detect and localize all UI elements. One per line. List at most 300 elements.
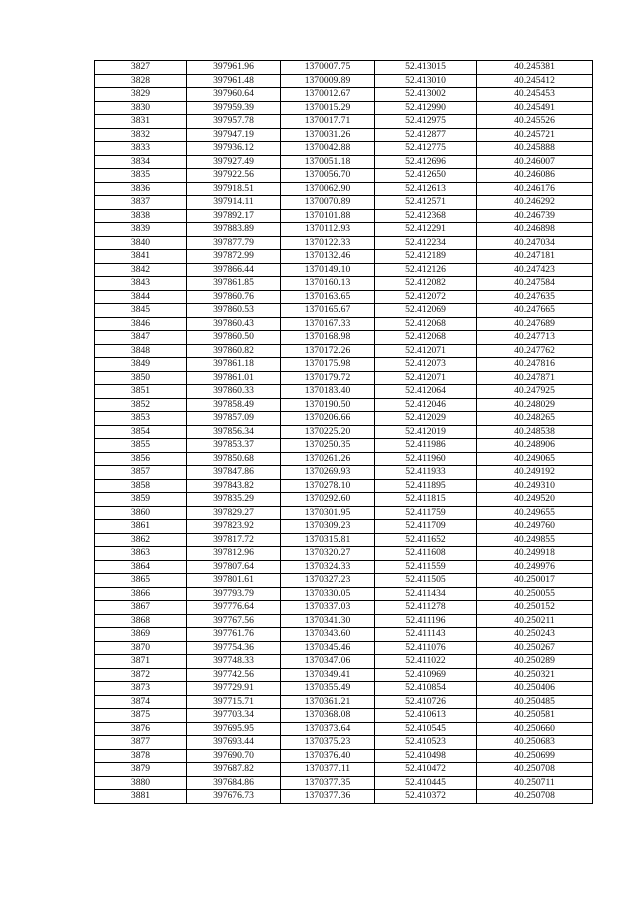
latitude-cell: 52.412068 [375,331,477,345]
latitude-cell: 52.411895 [375,479,477,493]
table-row [95,425,593,439]
table-row [95,250,593,264]
table-row [95,263,593,277]
x-coordinate-cell: 397742.56 [187,668,281,682]
longitude-cell: 40.247816 [477,358,593,372]
y-coordinate-cell: 1370292.60 [281,493,375,507]
y-coordinate-cell: 1370261.26 [281,452,375,466]
longitude-cell: 40.250267 [477,641,593,655]
point-number-cell: 3829 [95,88,187,102]
table-row [95,304,593,318]
table-row [95,155,593,169]
latitude-cell: 52.410498 [375,749,477,763]
point-number-cell: 3835 [95,169,187,183]
latitude-cell: 52.410726 [375,695,477,709]
table-row [95,601,593,615]
longitude-cell: 40.248538 [477,425,593,439]
longitude-cell: 40.250683 [477,736,593,750]
table-row [95,317,593,331]
table-row [95,628,593,642]
latitude-cell: 52.412082 [375,277,477,291]
point-number-cell: 3876 [95,722,187,736]
longitude-cell: 40.245453 [477,88,593,102]
y-coordinate-cell: 1370355.49 [281,682,375,696]
longitude-cell: 40.245526 [477,115,593,129]
y-coordinate-cell: 1370320.27 [281,547,375,561]
longitude-cell: 40.245381 [477,61,593,75]
table-row [95,182,593,196]
y-coordinate-cell: 1370349.41 [281,668,375,682]
latitude-cell: 52.410545 [375,722,477,736]
point-number-cell: 3827 [95,61,187,75]
latitude-cell: 52.411278 [375,601,477,615]
table-row [95,101,593,115]
longitude-cell: 40.247181 [477,250,593,264]
longitude-cell: 40.245888 [477,142,593,156]
x-coordinate-cell: 397715.71 [187,695,281,709]
longitude-cell: 40.246739 [477,209,593,223]
latitude-cell: 52.413002 [375,88,477,102]
x-coordinate-cell: 397767.56 [187,614,281,628]
point-number-cell: 3839 [95,223,187,237]
y-coordinate-cell: 1370009.89 [281,74,375,88]
x-coordinate-cell: 397695.95 [187,722,281,736]
y-coordinate-cell: 1370101.88 [281,209,375,223]
longitude-cell: 40.249760 [477,520,593,534]
table-row [95,574,593,588]
table-row [95,668,593,682]
y-coordinate-cell: 1370015.29 [281,101,375,115]
table-row [95,74,593,88]
latitude-cell: 52.413010 [375,74,477,88]
y-coordinate-cell: 1370309.23 [281,520,375,534]
point-number-cell: 3855 [95,439,187,453]
x-coordinate-cell: 397761.76 [187,628,281,642]
longitude-cell: 40.250017 [477,574,593,588]
x-coordinate-cell: 397914.11 [187,196,281,210]
longitude-cell: 40.247584 [477,277,593,291]
y-coordinate-cell: 1370347.06 [281,655,375,669]
longitude-cell: 40.246898 [477,223,593,237]
point-number-cell: 3871 [95,655,187,669]
x-coordinate-cell: 397684.86 [187,776,281,790]
point-number-cell: 3874 [95,695,187,709]
latitude-cell: 52.412189 [375,250,477,264]
latitude-cell: 52.410523 [375,736,477,750]
latitude-cell: 52.411709 [375,520,477,534]
point-number-cell: 3852 [95,398,187,412]
y-coordinate-cell: 1370250.35 [281,439,375,453]
point-number-cell: 3837 [95,196,187,210]
y-coordinate-cell: 1370183.40 [281,385,375,399]
y-coordinate-cell: 1370172.26 [281,344,375,358]
x-coordinate-cell: 397857.09 [187,412,281,426]
x-coordinate-cell: 397801.61 [187,574,281,588]
latitude-cell: 52.412068 [375,317,477,331]
longitude-cell: 40.248029 [477,398,593,412]
longitude-cell: 40.250660 [477,722,593,736]
longitude-cell: 40.245721 [477,128,593,142]
x-coordinate-cell: 397829.27 [187,506,281,520]
latitude-cell: 52.412775 [375,142,477,156]
table-row [95,547,593,561]
point-number-cell: 3859 [95,493,187,507]
latitude-cell: 52.412613 [375,182,477,196]
x-coordinate-cell: 397872.99 [187,250,281,264]
longitude-cell: 40.247713 [477,331,593,345]
longitude-cell: 40.245412 [477,74,593,88]
latitude-cell: 52.410472 [375,763,477,777]
table-row [95,520,593,534]
y-coordinate-cell: 1370168.98 [281,331,375,345]
table-row [95,452,593,466]
table-row [95,533,593,547]
table-row [95,479,593,493]
longitude-cell: 40.246292 [477,196,593,210]
latitude-cell: 52.412069 [375,304,477,318]
table-row [95,614,593,628]
x-coordinate-cell: 397959.39 [187,101,281,115]
x-coordinate-cell: 397812.96 [187,547,281,561]
y-coordinate-cell: 1370132.46 [281,250,375,264]
latitude-cell: 52.411559 [375,560,477,574]
point-number-cell: 3856 [95,452,187,466]
latitude-cell: 52.411933 [375,466,477,480]
point-number-cell: 3830 [95,101,187,115]
y-coordinate-cell: 1370375.23 [281,736,375,750]
longitude-cell: 40.250406 [477,682,593,696]
x-coordinate-cell: 397776.64 [187,601,281,615]
y-coordinate-cell: 1370163.65 [281,290,375,304]
point-number-cell: 3842 [95,263,187,277]
point-number-cell: 3836 [95,182,187,196]
latitude-cell: 52.412234 [375,236,477,250]
longitude-cell: 40.249655 [477,506,593,520]
table-row [95,682,593,696]
y-coordinate-cell: 1370377.35 [281,776,375,790]
point-number-cell: 3858 [95,479,187,493]
point-number-cell: 3832 [95,128,187,142]
table-row [95,560,593,574]
point-number-cell: 3854 [95,425,187,439]
latitude-cell: 52.412571 [375,196,477,210]
y-coordinate-cell: 1370051.18 [281,155,375,169]
longitude-cell: 40.250699 [477,749,593,763]
latitude-cell: 52.411143 [375,628,477,642]
latitude-cell: 52.410854 [375,682,477,696]
table-row [95,61,593,75]
x-coordinate-cell: 397860.53 [187,304,281,318]
table-row [95,142,593,156]
y-coordinate-cell: 1370190.50 [281,398,375,412]
table-row [95,169,593,183]
table-row [95,398,593,412]
y-coordinate-cell: 1370007.75 [281,61,375,75]
latitude-cell: 52.412019 [375,425,477,439]
y-coordinate-cell: 1370343.60 [281,628,375,642]
x-coordinate-cell: 397922.56 [187,169,281,183]
point-number-cell: 3845 [95,304,187,318]
point-number-cell: 3873 [95,682,187,696]
y-coordinate-cell: 1370269.93 [281,466,375,480]
table-row [95,236,593,250]
latitude-cell: 52.412291 [375,223,477,237]
y-coordinate-cell: 1370042.88 [281,142,375,156]
point-number-cell: 3866 [95,587,187,601]
table-row [95,493,593,507]
table-row [95,223,593,237]
y-coordinate-cell: 1370377.36 [281,790,375,804]
latitude-cell: 52.412071 [375,344,477,358]
point-number-cell: 3850 [95,371,187,385]
x-coordinate-cell: 397807.64 [187,560,281,574]
table-row [95,88,593,102]
point-number-cell: 3877 [95,736,187,750]
point-number-cell: 3864 [95,560,187,574]
x-coordinate-cell: 397690.70 [187,749,281,763]
y-coordinate-cell: 1370225.20 [281,425,375,439]
x-coordinate-cell: 397860.82 [187,344,281,358]
x-coordinate-cell: 397892.17 [187,209,281,223]
longitude-cell: 40.250152 [477,601,593,615]
latitude-cell: 52.411986 [375,439,477,453]
y-coordinate-cell: 1370165.67 [281,304,375,318]
x-coordinate-cell: 397693.44 [187,736,281,750]
table-row [95,722,593,736]
y-coordinate-cell: 1370056.70 [281,169,375,183]
longitude-cell: 40.247665 [477,304,593,318]
table-row [95,277,593,291]
x-coordinate-cell: 397918.51 [187,182,281,196]
longitude-cell: 40.249065 [477,452,593,466]
longitude-cell: 40.247762 [477,344,593,358]
table-row [95,290,593,304]
x-coordinate-cell: 397850.68 [187,452,281,466]
latitude-cell: 52.412073 [375,358,477,372]
y-coordinate-cell: 1370017.71 [281,115,375,129]
x-coordinate-cell: 397835.29 [187,493,281,507]
longitude-cell: 40.246176 [477,182,593,196]
x-coordinate-cell: 397927.49 [187,155,281,169]
x-coordinate-cell: 397754.36 [187,641,281,655]
latitude-cell: 52.412990 [375,101,477,115]
y-coordinate-cell: 1370345.46 [281,641,375,655]
longitude-cell: 40.250485 [477,695,593,709]
latitude-cell: 52.413015 [375,61,477,75]
y-coordinate-cell: 1370376.40 [281,749,375,763]
longitude-cell: 40.250708 [477,763,593,777]
x-coordinate-cell: 397729.91 [187,682,281,696]
y-coordinate-cell: 1370377.11 [281,763,375,777]
longitude-cell: 40.247635 [477,290,593,304]
point-number-cell: 3849 [95,358,187,372]
y-coordinate-cell: 1370179.72 [281,371,375,385]
latitude-cell: 52.412071 [375,371,477,385]
longitude-cell: 40.248265 [477,412,593,426]
x-coordinate-cell: 397883.89 [187,223,281,237]
latitude-cell: 52.411815 [375,493,477,507]
latitude-cell: 52.412064 [375,385,477,399]
longitude-cell: 40.249520 [477,493,593,507]
longitude-cell: 40.248906 [477,439,593,453]
point-number-cell: 3872 [95,668,187,682]
table-row [95,358,593,372]
table-row [95,115,593,129]
x-coordinate-cell: 397860.33 [187,385,281,399]
y-coordinate-cell: 1370167.33 [281,317,375,331]
table-row [95,128,593,142]
latitude-cell: 52.412696 [375,155,477,169]
x-coordinate-cell: 397860.43 [187,317,281,331]
table-row [95,776,593,790]
point-number-cell: 3869 [95,628,187,642]
x-coordinate-cell: 397856.34 [187,425,281,439]
x-coordinate-cell: 397858.49 [187,398,281,412]
longitude-cell: 40.246086 [477,169,593,183]
x-coordinate-cell: 397843.82 [187,479,281,493]
x-coordinate-cell: 397823.92 [187,520,281,534]
x-coordinate-cell: 397847.86 [187,466,281,480]
y-coordinate-cell: 1370315.81 [281,533,375,547]
point-number-cell: 3828 [95,74,187,88]
x-coordinate-cell: 397687.82 [187,763,281,777]
table-row [95,371,593,385]
longitude-cell: 40.249976 [477,560,593,574]
y-coordinate-cell: 1370324.33 [281,560,375,574]
longitude-cell: 40.249192 [477,466,593,480]
table-row [95,736,593,750]
x-coordinate-cell: 397860.76 [187,290,281,304]
y-coordinate-cell: 1370012.67 [281,88,375,102]
latitude-cell: 52.411022 [375,655,477,669]
x-coordinate-cell: 397957.78 [187,115,281,129]
x-coordinate-cell: 397817.72 [187,533,281,547]
x-coordinate-cell: 397860.50 [187,331,281,345]
longitude-cell: 40.245491 [477,101,593,115]
y-coordinate-cell: 1370327.23 [281,574,375,588]
table-row [95,331,593,345]
x-coordinate-cell: 397748.33 [187,655,281,669]
latitude-cell: 52.410613 [375,709,477,723]
latitude-cell: 52.411652 [375,533,477,547]
longitude-cell: 40.247034 [477,236,593,250]
y-coordinate-cell: 1370278.10 [281,479,375,493]
longitude-cell: 40.250711 [477,776,593,790]
point-number-cell: 3838 [95,209,187,223]
point-number-cell: 3840 [95,236,187,250]
latitude-cell: 52.412126 [375,263,477,277]
point-number-cell: 3860 [95,506,187,520]
y-coordinate-cell: 1370301.95 [281,506,375,520]
x-coordinate-cell: 397676.73 [187,790,281,804]
y-coordinate-cell: 1370122.33 [281,236,375,250]
table-row [95,709,593,723]
latitude-cell: 52.412046 [375,398,477,412]
longitude-cell: 40.249855 [477,533,593,547]
table-row [95,790,593,804]
point-number-cell: 3831 [95,115,187,129]
point-number-cell: 3875 [95,709,187,723]
table-row [95,506,593,520]
x-coordinate-cell: 397961.96 [187,61,281,75]
table-row [95,749,593,763]
point-number-cell: 3868 [95,614,187,628]
x-coordinate-cell: 397703.34 [187,709,281,723]
longitude-cell: 40.250708 [477,790,593,804]
table-row [95,695,593,709]
point-number-cell: 3880 [95,776,187,790]
x-coordinate-cell: 397936.12 [187,142,281,156]
x-coordinate-cell: 397861.85 [187,277,281,291]
y-coordinate-cell: 1370206.66 [281,412,375,426]
point-number-cell: 3853 [95,412,187,426]
table-row [95,587,593,601]
latitude-cell: 52.411505 [375,574,477,588]
y-coordinate-cell: 1370368.08 [281,709,375,723]
y-coordinate-cell: 1370062.90 [281,182,375,196]
y-coordinate-cell: 1370112.93 [281,223,375,237]
table-row [95,439,593,453]
longitude-cell: 40.247689 [477,317,593,331]
y-coordinate-cell: 1370031.26 [281,128,375,142]
table-row [95,385,593,399]
table-row [95,412,593,426]
table-row [95,641,593,655]
table-row [95,466,593,480]
latitude-cell: 52.410445 [375,776,477,790]
latitude-cell: 52.411434 [375,587,477,601]
latitude-cell: 52.412368 [375,209,477,223]
longitude-cell: 40.247871 [477,371,593,385]
y-coordinate-cell: 1370337.03 [281,601,375,615]
x-coordinate-cell: 397947.19 [187,128,281,142]
latitude-cell: 52.411196 [375,614,477,628]
point-number-cell: 3844 [95,290,187,304]
longitude-cell: 40.249310 [477,479,593,493]
coordinates-table [94,60,593,804]
y-coordinate-cell: 1370373.64 [281,722,375,736]
point-number-cell: 3863 [95,547,187,561]
x-coordinate-cell: 397877.79 [187,236,281,250]
table-row [95,655,593,669]
latitude-cell: 52.412072 [375,290,477,304]
point-number-cell: 3848 [95,344,187,358]
x-coordinate-cell: 397861.01 [187,371,281,385]
point-number-cell: 3867 [95,601,187,615]
longitude-cell: 40.250581 [477,709,593,723]
y-coordinate-cell: 1370160.13 [281,277,375,291]
point-number-cell: 3879 [95,763,187,777]
point-number-cell: 3833 [95,142,187,156]
point-number-cell: 3834 [95,155,187,169]
latitude-cell: 52.410372 [375,790,477,804]
longitude-cell: 40.249918 [477,547,593,561]
y-coordinate-cell: 1370175.98 [281,358,375,372]
y-coordinate-cell: 1370070.89 [281,196,375,210]
table-row [95,344,593,358]
point-number-cell: 3843 [95,277,187,291]
longitude-cell: 40.247925 [477,385,593,399]
latitude-cell: 52.411759 [375,506,477,520]
point-number-cell: 3878 [95,749,187,763]
x-coordinate-cell: 397861.18 [187,358,281,372]
x-coordinate-cell: 397960.64 [187,88,281,102]
y-coordinate-cell: 1370361.21 [281,695,375,709]
point-number-cell: 3847 [95,331,187,345]
point-number-cell: 3865 [95,574,187,588]
point-number-cell: 3846 [95,317,187,331]
longitude-cell: 40.250243 [477,628,593,642]
